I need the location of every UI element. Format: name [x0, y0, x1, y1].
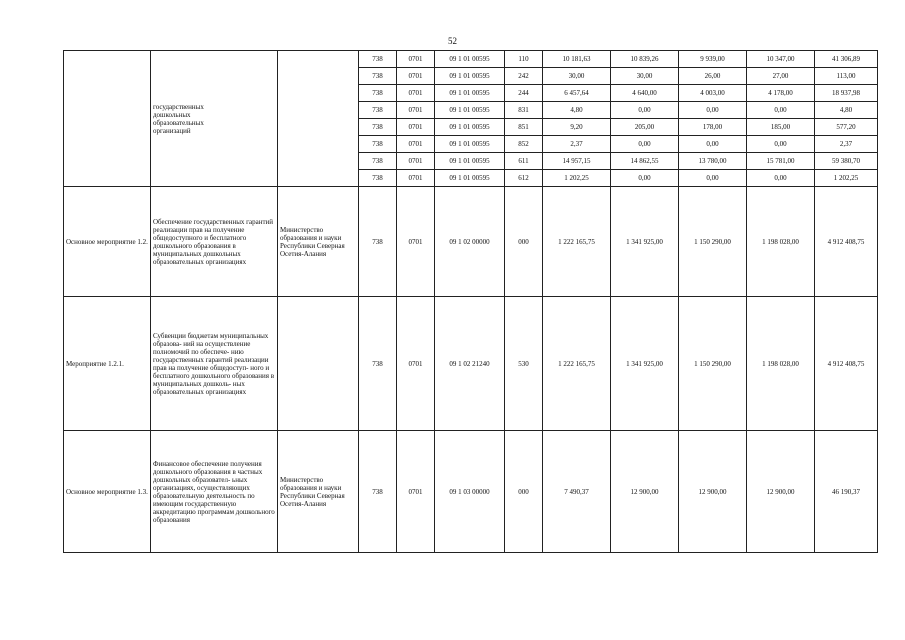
grbs-cell: 738	[359, 119, 397, 136]
expense-type-cell: 831	[505, 102, 543, 119]
total-amount-cell: 113,00	[815, 68, 878, 85]
year2-amount-cell: 1 341 925,00	[611, 187, 679, 297]
table-row	[64, 297, 878, 431]
table-row	[64, 51, 878, 68]
measure-name-cell: Основное мероприятие 1.2.	[64, 187, 151, 297]
section-cell: 0701	[397, 431, 435, 553]
total-amount-cell: 4,80	[815, 102, 878, 119]
year3-amount-cell: 0,00	[679, 170, 747, 187]
responsible-executor-cell: Министерство образования и науки Республики Северная Осетия-Алания	[278, 431, 359, 553]
target-article-cell: 09 1 01 00595	[435, 102, 505, 119]
year3-amount-cell: 26,00	[679, 68, 747, 85]
total-amount-cell: 577,20	[815, 119, 878, 136]
year2-amount-cell: 0,00	[611, 170, 679, 187]
target-article-cell: 09 1 01 00595	[435, 85, 505, 102]
year4-amount-cell: 0,00	[747, 136, 815, 153]
grbs-cell: 738	[359, 153, 397, 170]
grbs-cell: 738	[359, 297, 397, 431]
measure-description-cell: Субвенции бюджетам муниципальных образова- ний на осуществление полномочий по обеспече- нию государственных гарантий реализации прав на получение общедоступ- ного и бесплатного дошкольного образования в муниципальных дошколь- ных образовательных организациях	[151, 297, 278, 431]
year1-amount-cell: 10 181,63	[543, 51, 611, 68]
section-cell: 0701	[397, 51, 435, 68]
section-cell: 0701	[397, 68, 435, 85]
year2-amount-cell: 10 839,26	[611, 51, 679, 68]
section-cell: 0701	[397, 102, 435, 119]
year3-amount-cell: 0,00	[679, 102, 747, 119]
target-article-cell: 09 1 01 00595	[435, 136, 505, 153]
year4-amount-cell: 185,00	[747, 119, 815, 136]
expense-type-cell: 000	[505, 187, 543, 297]
measure-description-cell: Обеспечение государственных гарантий реализации прав на получение общедоступного и бесплатного дошкольного образования в муниципальных дошкольных образовательных организациях	[151, 187, 278, 297]
page-number: 52	[448, 36, 457, 46]
target-article-cell: 09 1 01 00595	[435, 170, 505, 187]
table-row	[64, 187, 878, 297]
year4-amount-cell: 12 900,00	[747, 431, 815, 553]
year1-amount-cell: 9,20	[543, 119, 611, 136]
grbs-cell: 738	[359, 431, 397, 553]
total-amount-cell: 46 190,37	[815, 431, 878, 553]
year1-amount-cell: 1 222 165,75	[543, 187, 611, 297]
section-cell: 0701	[397, 187, 435, 297]
grbs-cell: 738	[359, 68, 397, 85]
year3-amount-cell: 1 150 290,00	[679, 187, 747, 297]
measure-name-cell: Основное мероприятие 1.3.	[64, 431, 151, 553]
grbs-cell: 738	[359, 102, 397, 119]
measure-description-cell: государственных дошкольных образовательных организаций	[151, 51, 278, 187]
year3-amount-cell: 4 003,00	[679, 85, 747, 102]
year4-amount-cell: 10 347,00	[747, 51, 815, 68]
year1-amount-cell: 30,00	[543, 68, 611, 85]
year3-amount-cell: 13 780,00	[679, 153, 747, 170]
expense-type-cell: 852	[505, 136, 543, 153]
expense-type-cell: 244	[505, 85, 543, 102]
expense-type-cell: 242	[505, 68, 543, 85]
expense-type-cell: 530	[505, 297, 543, 431]
year1-amount-cell: 1 202,25	[543, 170, 611, 187]
year4-amount-cell: 0,00	[747, 102, 815, 119]
year1-amount-cell: 1 222 165,75	[543, 297, 611, 431]
responsible-executor-cell	[278, 51, 359, 187]
section-cell: 0701	[397, 119, 435, 136]
year2-amount-cell: 14 862,55	[611, 153, 679, 170]
target-article-cell: 09 1 01 00595	[435, 153, 505, 170]
total-amount-cell: 1 202,25	[815, 170, 878, 187]
total-amount-cell: 18 937,98	[815, 85, 878, 102]
year2-amount-cell: 4 640,00	[611, 85, 679, 102]
total-amount-cell: 4 912 408,75	[815, 297, 878, 431]
grbs-cell: 738	[359, 187, 397, 297]
year3-amount-cell: 0,00	[679, 136, 747, 153]
section-cell: 0701	[397, 153, 435, 170]
grbs-cell: 738	[359, 136, 397, 153]
grbs-cell: 738	[359, 170, 397, 187]
grbs-cell: 738	[359, 51, 397, 68]
measure-description-cell: Финансовое обеспечение получения дошкольного образования в частных дошкольных образоватeл- ьных организациях, осуществляющих образовательную деятельность по имеющим государственную аккредитацию программам дошкольного образования	[151, 431, 278, 553]
year1-amount-cell: 6 457,64	[543, 85, 611, 102]
year1-amount-cell: 2,37	[543, 136, 611, 153]
expense-type-cell: 000	[505, 431, 543, 553]
measure-name-cell: Мероприятие 1.2.1.	[64, 297, 151, 431]
year4-amount-cell: 4 178,00	[747, 85, 815, 102]
year2-amount-cell: 12 900,00	[611, 431, 679, 553]
section-cell: 0701	[397, 136, 435, 153]
year3-amount-cell: 178,00	[679, 119, 747, 136]
section-cell: 0701	[397, 85, 435, 102]
year3-amount-cell: 12 900,00	[679, 431, 747, 553]
total-amount-cell: 41 306,89	[815, 51, 878, 68]
year3-amount-cell: 9 939,00	[679, 51, 747, 68]
section-cell: 0701	[397, 170, 435, 187]
year2-amount-cell: 0,00	[611, 136, 679, 153]
measure-name-cell	[64, 51, 151, 187]
program-funding-table	[63, 50, 878, 553]
table-body	[64, 51, 878, 553]
section-cell: 0701	[397, 297, 435, 431]
total-amount-cell: 4 912 408,75	[815, 187, 878, 297]
grbs-cell: 738	[359, 85, 397, 102]
total-amount-cell: 2,37	[815, 136, 878, 153]
target-article-cell: 09 1 01 00595	[435, 51, 505, 68]
expense-type-cell: 851	[505, 119, 543, 136]
target-article-cell: 09 1 03 00000	[435, 431, 505, 553]
target-article-cell: 09 1 02 00000	[435, 187, 505, 297]
year4-amount-cell: 1 198 028,00	[747, 297, 815, 431]
expense-type-cell: 612	[505, 170, 543, 187]
target-article-cell: 09 1 01 00595	[435, 68, 505, 85]
year1-amount-cell: 4,80	[543, 102, 611, 119]
year2-amount-cell: 0,00	[611, 102, 679, 119]
year1-amount-cell: 14 957,15	[543, 153, 611, 170]
target-article-cell: 09 1 01 00595	[435, 119, 505, 136]
year4-amount-cell: 15 781,00	[747, 153, 815, 170]
year4-amount-cell: 0,00	[747, 170, 815, 187]
expense-type-cell: 110	[505, 51, 543, 68]
year2-amount-cell: 30,00	[611, 68, 679, 85]
responsible-executor-cell: Министерство образования и науки Республики Северная Осетия-Алания	[278, 187, 359, 297]
year2-amount-cell: 205,00	[611, 119, 679, 136]
year3-amount-cell: 1 150 290,00	[679, 297, 747, 431]
year4-amount-cell: 1 198 028,00	[747, 187, 815, 297]
expense-type-cell: 611	[505, 153, 543, 170]
year1-amount-cell: 7 490,37	[543, 431, 611, 553]
responsible-executor-cell	[278, 297, 359, 431]
year2-amount-cell: 1 341 925,00	[611, 297, 679, 431]
table-row	[64, 431, 878, 553]
total-amount-cell: 59 380,70	[815, 153, 878, 170]
year4-amount-cell: 27,00	[747, 68, 815, 85]
target-article-cell: 09 1 02 21240	[435, 297, 505, 431]
